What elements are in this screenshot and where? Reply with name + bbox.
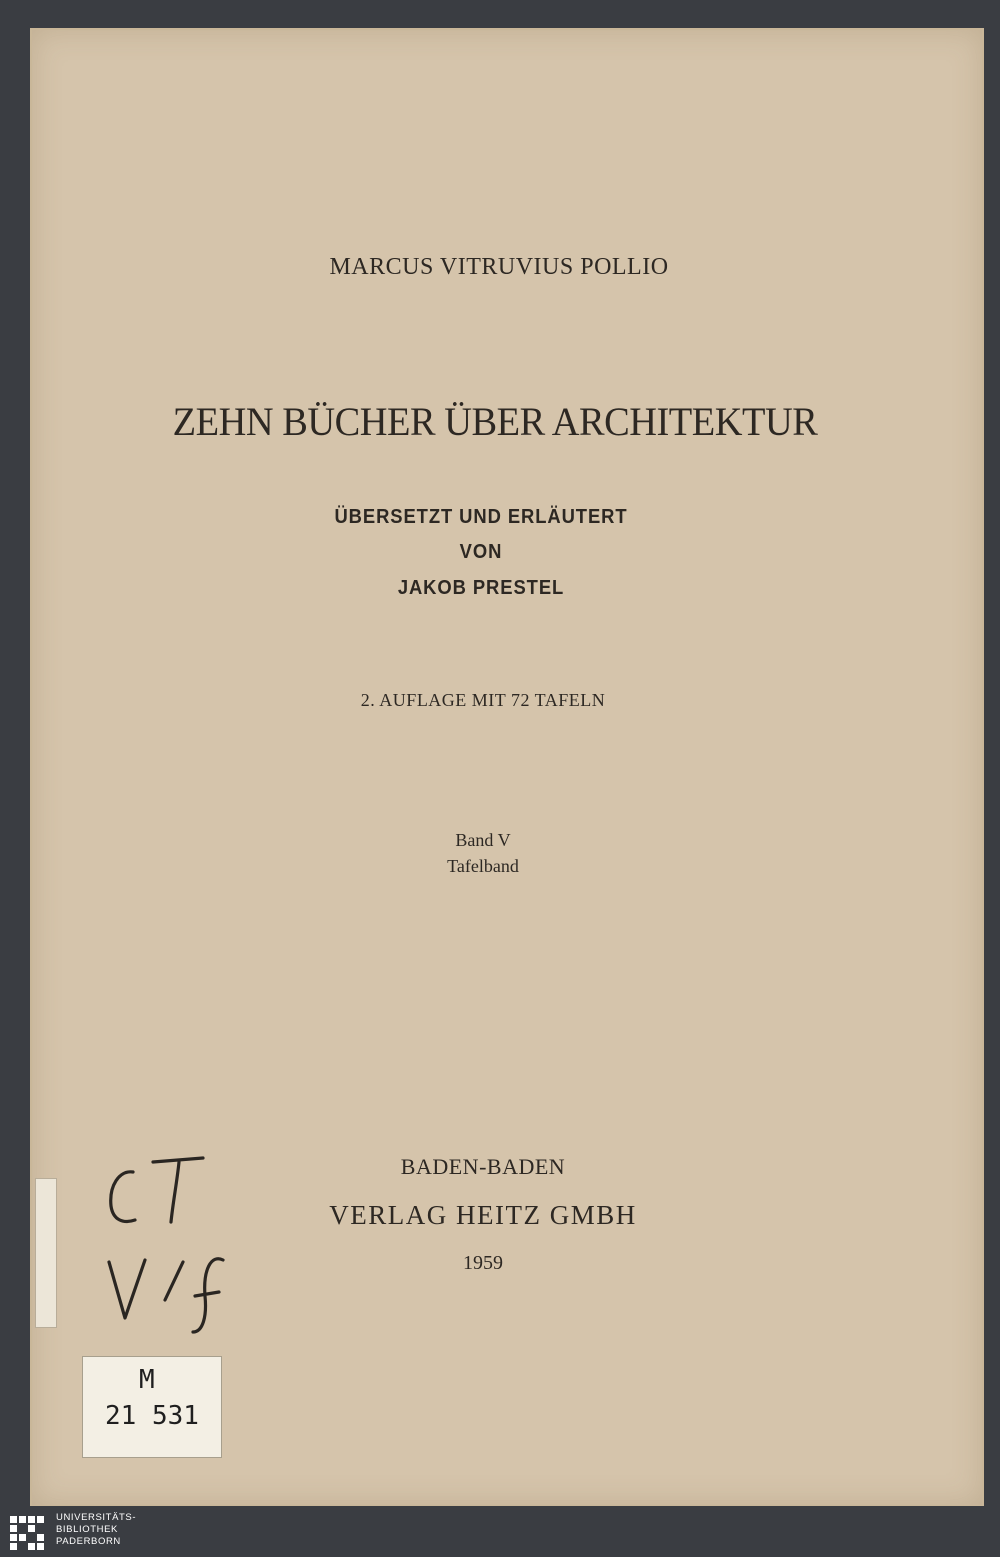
- translator-name: JAKOB PRESTEL: [397, 577, 565, 599]
- edition-info: 2. AUFLAGE MIT 72 TAFELN: [360, 690, 606, 710]
- spine-sticker: [35, 1178, 57, 1328]
- shelf-label-letter: M: [139, 1365, 155, 1395]
- publisher-name: VERLAG HEITZ GMBH: [329, 1200, 637, 1230]
- shelf-label-number: 21 531: [105, 1401, 199, 1431]
- library-logo-icon: [8, 1514, 46, 1552]
- library-name-line2: BIBLIOTHEK: [56, 1524, 118, 1535]
- author-name: MARCUS VITRUVIUS POLLIO: [329, 254, 669, 280]
- publication-year: 1959: [463, 1252, 503, 1274]
- footer-bar: [0, 1506, 1000, 1557]
- subtitle-translated: ÜBERSETZT UND ERLÄUTERT: [334, 506, 628, 528]
- volume-title: Tafelband: [447, 856, 519, 876]
- library-name-line3: PADERBORN: [56, 1536, 121, 1547]
- book-title: ZEHN BÜCHER ÜBER ARCHITEKTUR: [172, 399, 818, 444]
- publisher-city: BADEN-BADEN: [400, 1154, 566, 1179]
- subtitle-by: VON: [459, 541, 503, 563]
- volume-number: Band V: [455, 830, 511, 850]
- library-name-line1: UNIVERSITÄTS-: [56, 1512, 137, 1523]
- handwritten-shelfmark: [95, 1150, 245, 1340]
- shelf-label: [82, 1356, 222, 1458]
- library-name: [56, 1512, 136, 1548]
